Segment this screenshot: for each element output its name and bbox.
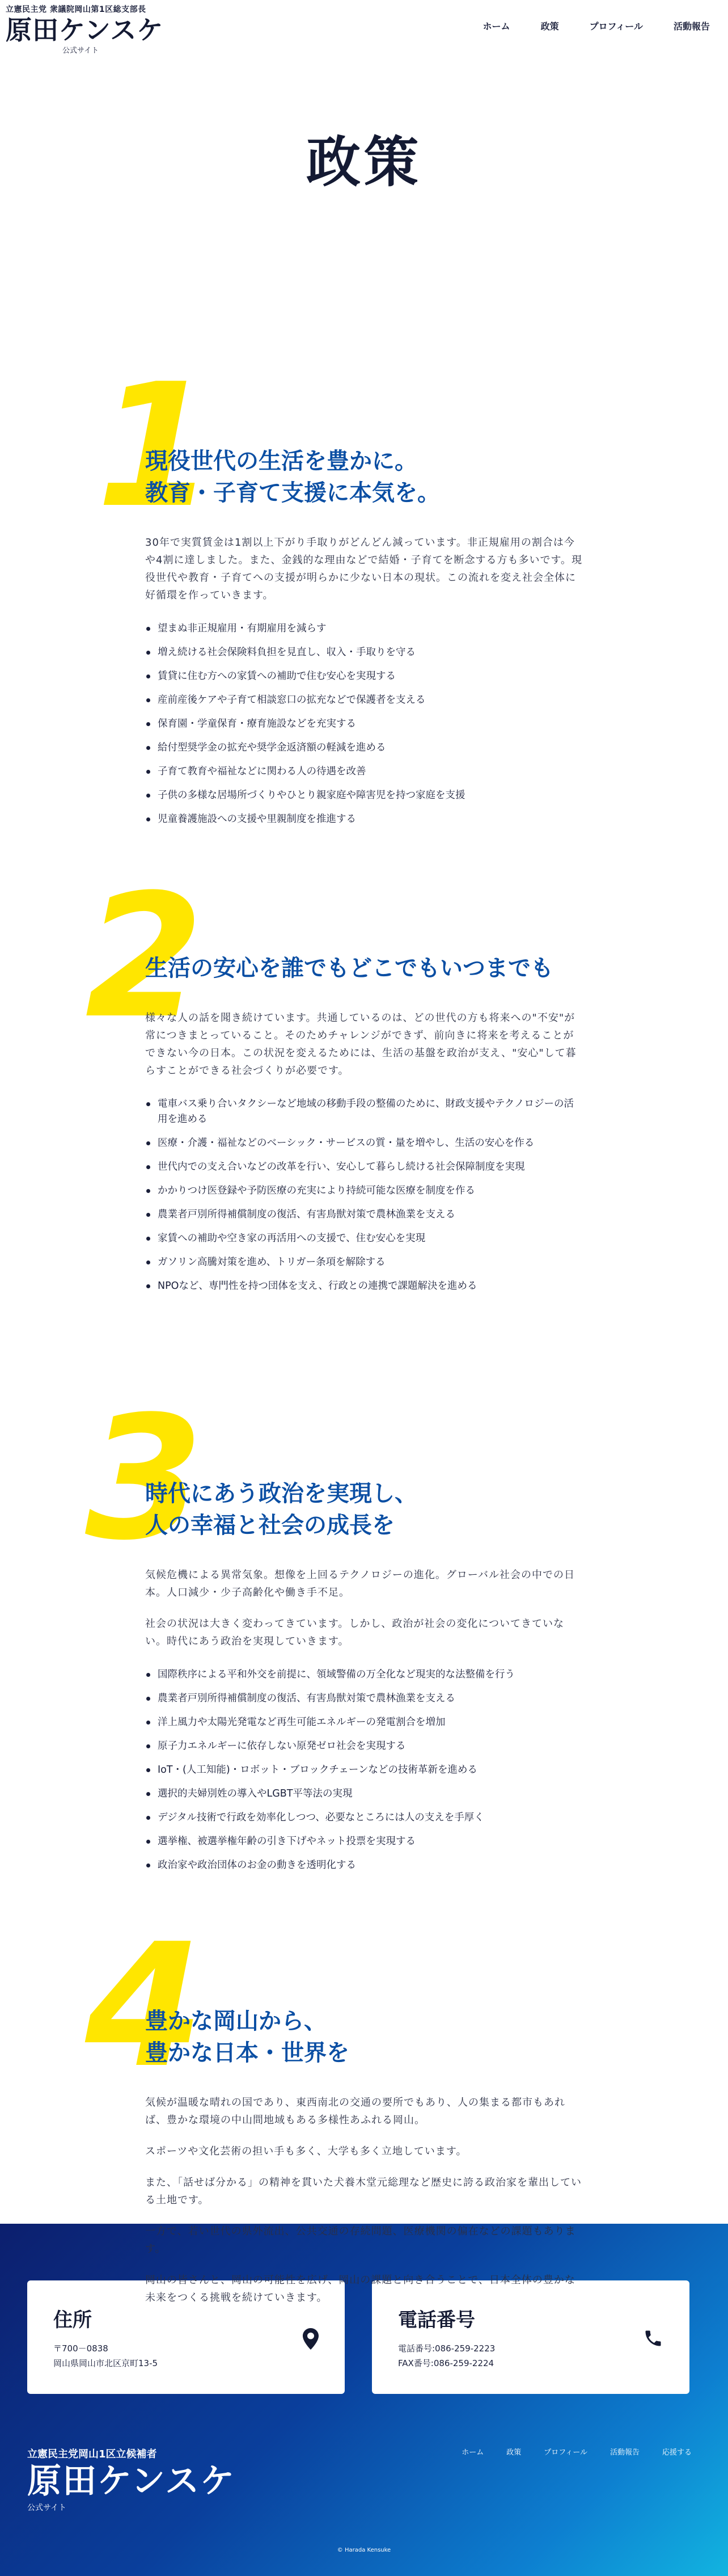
- list-item: 農業者戸別所得補償制度の復活、有害鳥獣対策で農林漁業を支える: [145, 1691, 583, 1706]
- policy-list: [145, 1667, 583, 1873]
- policy-lead: [145, 1566, 583, 1650]
- list-item: 給付型奨学金の拡充や奨学金返済額の軽減を進める: [145, 740, 583, 756]
- copyright: © Harada Kensuke: [337, 2547, 391, 2553]
- list-item: IoT・(人工知能)・ロボット・ブロックチェーンなどの技術革新を進める: [145, 1763, 583, 1778]
- footer-brand-tagline: 公式サイト: [27, 2503, 67, 2512]
- list-item: 望まぬ非正規雇用・有期雇用を減らす: [145, 621, 583, 636]
- list-item: 選択的夫婦別姓の導入やLGBT平等法の実現: [145, 1786, 583, 1802]
- site-logo[interactable]: [6, 3, 163, 55]
- postal-code: 〒700－0838: [53, 2343, 108, 2354]
- nav-profile[interactable]: プロフィール: [589, 21, 643, 32]
- policy-heading: [145, 445, 583, 509]
- brand-subtitle: 立憲民主党 衆議院岡山第1区総支部長: [6, 5, 146, 14]
- policy-lead: [145, 1009, 583, 1080]
- footer-nav-home[interactable]: ホーム: [462, 2448, 484, 2457]
- nav-home[interactable]: ホーム: [482, 21, 510, 32]
- list-item: 保育園・学童保育・療育施設などを充実する: [145, 716, 583, 732]
- list-item: 増え続ける社会保険料負担を見直し、収入・手取りを守る: [145, 645, 583, 660]
- page-title: 政策: [306, 130, 422, 194]
- policy-lead: [145, 534, 583, 604]
- policy-lead-paragraph: 気候が温暖な晴れの国であり、東西南北の交通の要所でもあり、人の集まる都市もあれば、豊かな環境の中山間地域もある多様性あふれる岡山。: [145, 2097, 565, 2126]
- policy-list: [145, 621, 583, 827]
- list-item: 家賃への補助や空き家の再活用への支援で、住む安心を実現: [145, 1231, 583, 1246]
- nav-activity[interactable]: 活動報告: [673, 21, 710, 32]
- policy-lead-paragraph: 気候危機による異常気象。想像を上回るテクノロジーの進化。グローバル社会の中での日本。人口減少・少子高齢化や働き手不足。: [145, 1569, 575, 1599]
- list-item: 子育て教育や福祉などに関わる人の待遇を改善: [145, 764, 583, 779]
- policy-lead-paragraph: 一方で、若い世代の県外流出、公共交通の存続問題、医療機関の偏在などの課題もあります。: [145, 2225, 576, 2255]
- policy-heading-line: 現役世代の生活を豊かに。: [145, 448, 417, 474]
- policy-list: [145, 1097, 583, 1294]
- nav-policy[interactable]: 政策: [540, 21, 559, 32]
- fax-number: FAX番号:086-259-2224: [398, 2358, 494, 2368]
- policy-heading-line: 生活の安心を誰でもどこでもいつまでも: [145, 955, 553, 981]
- main-nav: [483, 19, 710, 32]
- list-item: 洋上風力や太陽光発電など再生可能エネルギーの発電割合を増加: [145, 1715, 583, 1730]
- list-item: デジタル技術で行政を効率化しつつ、必要なところには人の支えを手厚く: [145, 1810, 583, 1825]
- policy-number: 2: [85, 858, 198, 1056]
- list-item: かかりつけ医登録や予防医療の充実により持続可能な医療を制度を作る: [145, 1183, 583, 1199]
- list-item: 農業者戸別所得補償制度の復活、有害鳥獣対策で農林漁業を支える: [145, 1207, 583, 1222]
- address-card-title: 住所: [53, 2309, 92, 2332]
- footer-brand-subtitle: 立憲民主党岡山1区立候補者: [27, 2448, 157, 2460]
- policy-heading-line: 教育・子育て支援に本気を。: [145, 480, 440, 506]
- brand-tagline: 公式サイト: [62, 47, 99, 55]
- list-item: 医療・介護・福祉などのベーシック・サービスの質・量を増やし、生活の安心を作る: [145, 1136, 583, 1151]
- policy-lead-paragraph: 30年で実質賃金は1割以上下がり手取りがどんどん減っています。非正規雇用の割合は今や4割に達しました。また、金銭的な理由などで結婚・子育てを断念する方も多いです。現役世代や教育・子育てへの支援が明らかに少ない日本の現状。この流れを変え社会全体に好循環を作っていきます。: [145, 537, 583, 601]
- list-item: NPOなど、専門性を持つ団体を支え、行政との連携で課題解決を進める: [145, 1279, 583, 1294]
- footer-nav-profile[interactable]: プロフィール: [544, 2448, 587, 2457]
- policy-heading-line: 時代にあう政治を実現し、: [145, 1481, 417, 1507]
- policy-lead: [145, 2094, 583, 2307]
- policy-number: 1: [96, 347, 209, 545]
- list-item: ガソリン高騰対策を進め、トリガー条項を解除する: [145, 1255, 583, 1270]
- brand-name: 原田ケンスケ: [6, 15, 164, 45]
- site-header: [0, 0, 728, 62]
- policy-number: 4: [85, 1907, 198, 2105]
- footer-logo[interactable]: [27, 2446, 235, 2513]
- list-item: 児童養護施設への支援や里親制度を推進する: [145, 812, 583, 827]
- policy-lead-paragraph: スポーツや文化芸術の担い手も多く、大学も多く立地しています。: [145, 2145, 467, 2157]
- list-item: 賃貸に住む方への家賃への補助で住む安心を実現する: [145, 669, 583, 684]
- list-item: 世代内での支え合いなどの改革を行い、安心して暮らし続ける社会保障制度を実現: [145, 1160, 583, 1175]
- policy-lead-paragraph: 様々な人の話を聞き続けています。共通しているのは、どの世代の方も将来への"不安"が常につきまとっていること。そのためチャレンジができず、前向きに将来を考えることができない今の日本。この状況を変えるためには、生活の基盤を政治が支え、"安心"して暮らすことができる社会づくりが必要です。: [145, 1012, 577, 1077]
- policy-lead-paragraph: また、「話せば分かる」の精神を貫いた犬養木堂元総理など歴史に誇る政治家を輩出している土地です。: [145, 2177, 582, 2206]
- list-item: 産前産後ケアや子育て相談窓口の拡充などで保護者を支える: [145, 693, 583, 708]
- policy-lead-paragraph: 社会の状況は大きく変わってきています。しかし、政治が社会の変化についてきていない。時代にあう政治を実現していきます。: [145, 1618, 565, 1647]
- footer-nav-activity[interactable]: 活動報告: [610, 2448, 640, 2457]
- phone-number[interactable]: 電話番号:086-259-2223: [398, 2343, 496, 2354]
- policy-heading-line: 人の幸福と社会の成長を: [145, 1512, 395, 1538]
- footer-nav: [462, 2446, 692, 2457]
- policy-heading-line: 豊かな岡山から、: [145, 2008, 327, 2034]
- address-text: 岡山県岡山市北区京町13-5: [53, 2358, 158, 2368]
- list-item: 国際秩序による平和外交を前提に、領域警備の万全化など現実的な法整備を行う: [145, 1667, 583, 1683]
- phone-icon[interactable]: [643, 2328, 663, 2351]
- list-item: 選挙権、被選挙権年齢の引き下げやネット投票を実現する: [145, 1834, 583, 1849]
- list-item: 原子力エネルギーに依存しない原発ゼロ社会を実現する: [145, 1739, 583, 1754]
- policy-number: 3: [85, 1380, 198, 1578]
- policy-lead-paragraph: 岡山の皆さんと、岡山の可能性を広げ、岡山の課題と向き合うことで、日本全体の豊かな未来をつくる挑戦を続けていきます。: [145, 2274, 575, 2304]
- phone-card-title: 電話番号: [398, 2309, 475, 2332]
- footer-nav-support[interactable]: 応援する: [662, 2448, 692, 2457]
- policy-heading: [145, 2005, 583, 2069]
- list-item: 電車バス乗り合いタクシーなど地域の移動手段の整備のために、財政支援やテクノロジーの活用を進める: [145, 1097, 583, 1127]
- policy-heading: [145, 952, 583, 984]
- footer-brand-name: 原田ケンスケ: [27, 2461, 236, 2501]
- policy-heading: [145, 1478, 583, 1541]
- list-item: 政治家や政治団体のお金の動きを透明化する: [145, 1858, 583, 1873]
- footer-nav-policy[interactable]: 政策: [506, 2448, 522, 2457]
- list-item: 子供の多様な居場所づくりやひとり親家庭や障害児を持つ家庭を支援: [145, 788, 583, 803]
- policy-heading-line: 豊かな日本・世界を: [145, 2040, 349, 2066]
- map-pin-icon[interactable]: [303, 2328, 319, 2352]
